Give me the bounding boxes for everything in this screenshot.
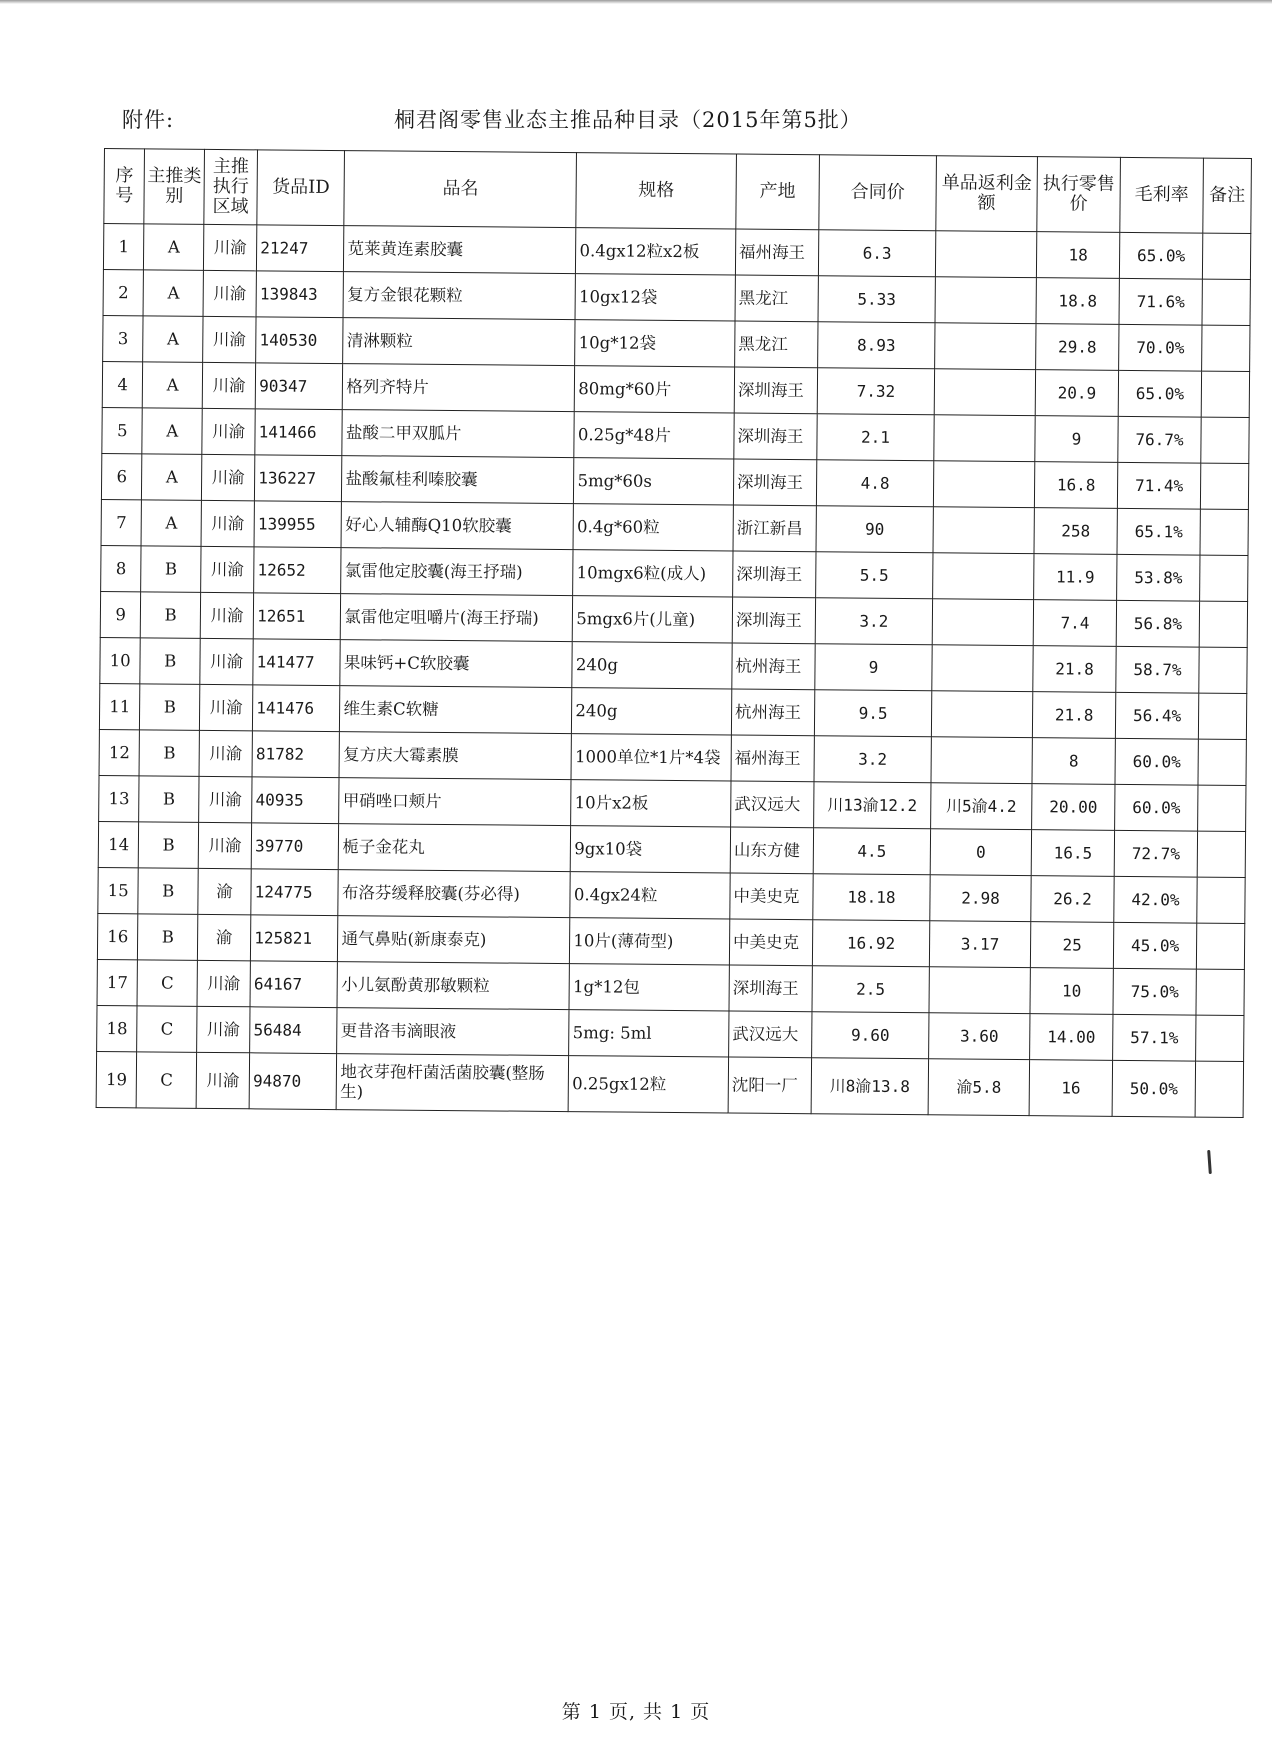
cell-region: 渝 [198, 868, 252, 914]
cell-product-id: 136227 [255, 455, 343, 502]
cell-spec: 240g [572, 642, 732, 689]
cell-remark [1200, 509, 1248, 555]
cell-remark [1201, 371, 1249, 417]
cell-spec: 10mgx6粒(成人) [573, 550, 733, 597]
cell-product-id: 21247 [257, 225, 345, 272]
cell-product-id: 124775 [251, 869, 339, 916]
page-footer: 第 1 页, 共 1 页 [561, 1701, 711, 1723]
cell-retail-price: 20.00 [1032, 784, 1115, 831]
cell-retail-price: 18 [1036, 232, 1119, 279]
cell-seq: 17 [97, 959, 138, 1005]
product-table-wrapper [96, 148, 1252, 1118]
cell-origin: 福州海王 [731, 735, 814, 782]
cell-product-id: 81782 [252, 731, 340, 778]
header-product-id: 货品ID [257, 150, 345, 226]
document-title: 桐君阁零售业态主推品种目录（2015年第5批） [394, 108, 862, 132]
cell-retail-price: 16.5 [1031, 830, 1114, 877]
cell-region: 川渝 [199, 730, 253, 776]
cell-category: A [141, 500, 201, 547]
cell-margin: 45.0% [1113, 922, 1196, 969]
cell-spec: 9gx10袋 [571, 826, 731, 873]
cell-retail-price: 16.8 [1034, 462, 1117, 509]
cell-retail-price: 10 [1030, 968, 1113, 1015]
cell-rebate [933, 507, 1034, 554]
cell-spec: 1000单位*1片*4袋 [571, 734, 731, 781]
cell-seq: 2 [103, 269, 144, 315]
cell-remark [1197, 831, 1245, 877]
cell-remark [1198, 693, 1246, 739]
cell-region: 川渝 [203, 316, 257, 362]
cell-product-id: 64167 [250, 961, 338, 1008]
cell-rebate: 渝5.8 [928, 1059, 1030, 1116]
cell-spec: 80mg*60片 [575, 366, 735, 413]
cell-name: 氯雷他定胶囊(海王抒瑞) [341, 548, 573, 596]
cell-rebate [932, 645, 1033, 692]
cell-product-id: 56484 [250, 1007, 338, 1054]
cell-remark [1200, 555, 1248, 601]
cell-margin: 71.6% [1119, 278, 1202, 325]
cell-margin: 57.1% [1113, 1014, 1196, 1061]
cell-rebate: 3.17 [929, 921, 1030, 968]
cell-spec: 10g*12袋 [575, 320, 735, 367]
cell-origin: 深圳海王 [733, 459, 816, 506]
header-seq: 序号 [104, 149, 145, 224]
cell-remark [1199, 601, 1247, 647]
header-region: 主推执行区域 [204, 149, 258, 224]
cell-origin: 中美史克 [729, 919, 812, 966]
cell-spec: 10gx12袋 [575, 274, 735, 321]
cell-contract-price: 3.2 [815, 598, 932, 645]
cell-name: 通气鼻贴(新康泰克) [338, 916, 570, 964]
header-origin: 产地 [736, 154, 820, 230]
cell-spec: 1g*12包 [569, 964, 729, 1011]
cell-margin: 71.4% [1117, 462, 1200, 509]
cell-seq: 9 [100, 591, 141, 637]
cell-remark [1198, 739, 1246, 785]
cell-rebate [933, 553, 1034, 600]
cell-origin: 黑龙江 [735, 275, 818, 322]
cell-seq: 4 [102, 361, 143, 407]
cell-remark [1196, 969, 1244, 1015]
cell-origin: 深圳海王 [732, 597, 815, 644]
cell-margin: 60.0% [1115, 738, 1198, 785]
cell-category: B [141, 592, 201, 639]
cell-spec: 0.25gx12粒 [568, 1056, 728, 1113]
cell-name: 盐酸二甲双胍片 [342, 410, 574, 458]
cell-remark [1202, 279, 1250, 325]
cell-contract-price: 2.5 [812, 966, 929, 1013]
cell-contract-price: 9.5 [814, 690, 931, 737]
cell-name: 复方金银花颗粒 [343, 272, 575, 320]
cell-region: 川渝 [203, 224, 257, 270]
cell-contract-price: 90 [816, 506, 933, 553]
cell-rebate [931, 691, 1032, 738]
cell-region: 川渝 [196, 1052, 250, 1108]
cell-name: 盐酸氟桂利嗪胶囊 [342, 456, 574, 504]
cell-margin: 53.8% [1117, 554, 1200, 601]
cell-contract-price: 8.93 [818, 322, 935, 369]
cell-name: 地衣芽孢杆菌活菌胶囊(整肠生) [337, 1054, 569, 1112]
cell-margin: 56.8% [1116, 600, 1199, 647]
cell-name: 果味钙+C软胶囊 [340, 640, 572, 688]
attachment-label: 附件: [122, 108, 175, 132]
cell-seq: 1 [103, 224, 144, 270]
cell-rebate: 3.60 [929, 1013, 1030, 1060]
cell-remark [1198, 785, 1246, 831]
cell-rebate [931, 737, 1032, 784]
cell-region: 渝 [197, 914, 251, 960]
cell-remark [1197, 877, 1245, 923]
cell-remark [1196, 923, 1244, 969]
cell-category: B [140, 638, 200, 685]
cell-seq: 5 [102, 407, 143, 453]
pen-mark [1207, 1150, 1212, 1174]
cell-category: B [139, 730, 199, 777]
cell-retail-price: 21.8 [1032, 692, 1115, 739]
cell-product-id: 90347 [255, 363, 343, 410]
cell-spec: 0.25g*48片 [574, 412, 734, 459]
cell-remark [1201, 417, 1249, 463]
cell-origin: 福州海王 [735, 229, 818, 276]
cell-seq: 6 [101, 453, 142, 499]
cell-spec: 0.4g*60粒 [573, 504, 733, 551]
cell-region: 川渝 [201, 546, 255, 592]
cell-remark [1202, 233, 1250, 279]
cell-retail-price: 26.2 [1031, 876, 1114, 923]
header-category: 主推类别 [144, 149, 204, 225]
cell-region: 川渝 [202, 362, 256, 408]
cell-region: 川渝 [197, 960, 251, 1006]
cell-product-id: 139955 [254, 501, 342, 548]
cell-rebate: 0 [930, 829, 1031, 876]
cell-seq: 13 [99, 775, 140, 821]
cell-contract-price: 9 [815, 644, 932, 691]
cell-retail-price: 258 [1034, 508, 1117, 555]
cell-region: 川渝 [201, 454, 255, 500]
cell-name: 苋莱黄连素胶囊 [344, 226, 576, 274]
cell-name: 格列齐特片 [343, 364, 575, 412]
cell-margin: 75.0% [1113, 968, 1196, 1015]
cell-margin: 42.0% [1114, 876, 1197, 923]
cell-retail-price: 7.4 [1033, 600, 1116, 647]
cell-remark [1202, 325, 1250, 371]
header-margin: 毛利率 [1120, 157, 1204, 233]
cell-category: B [139, 776, 199, 823]
cell-origin: 黑龙江 [735, 321, 818, 368]
cell-product-id: 39770 [251, 823, 339, 870]
cell-spec: 5mgx6片(儿童) [573, 596, 733, 643]
cell-retail-price: 21.8 [1033, 646, 1116, 693]
scan-edge [0, 0, 1272, 4]
cell-product-id: 140530 [256, 317, 344, 364]
table-row [96, 1051, 1243, 1117]
cell-product-id: 141477 [253, 639, 341, 686]
cell-product-id: 12651 [253, 593, 341, 640]
cell-margin: 56.4% [1115, 692, 1198, 739]
cell-category: C [137, 960, 197, 1007]
cell-margin: 70.0% [1119, 324, 1202, 371]
cell-seq: 15 [98, 867, 139, 913]
cell-product-id: 139843 [256, 271, 344, 318]
cell-seq: 10 [100, 637, 141, 683]
cell-name: 更昔洛韦滴眼液 [337, 1008, 569, 1056]
cell-remark [1195, 1061, 1243, 1117]
cell-retail-price: 16 [1029, 1060, 1112, 1117]
cell-spec: 10片(薄荷型) [570, 918, 730, 965]
cell-spec: 10片x2板 [571, 780, 731, 827]
cell-contract-price: 3.2 [814, 736, 931, 783]
cell-category: A [143, 270, 203, 317]
cell-origin: 深圳海王 [734, 413, 817, 460]
cell-rebate [929, 967, 1030, 1014]
cell-origin: 中美史克 [730, 873, 813, 920]
cell-retail-price: 14.00 [1030, 1014, 1113, 1061]
cell-seq: 8 [101, 545, 142, 591]
cell-origin: 杭州海王 [731, 689, 814, 736]
cell-retail-price: 9 [1035, 416, 1118, 463]
cell-rebate: 2.98 [930, 875, 1031, 922]
cell-origin: 山东方健 [730, 827, 813, 874]
cell-region: 川渝 [200, 638, 254, 684]
cell-region: 川渝 [197, 1006, 251, 1052]
cell-seq: 11 [99, 683, 140, 729]
cell-category: B [141, 546, 201, 593]
cell-name: 好心人辅酶Q10软胶囊 [341, 502, 573, 550]
cell-product-id: 141466 [255, 409, 343, 456]
cell-contract-price: 7.32 [817, 368, 934, 415]
cell-margin: 65.0% [1119, 232, 1202, 279]
cell-retail-price: 20.9 [1035, 370, 1118, 417]
cell-contract-price: 16.92 [812, 920, 929, 967]
cell-margin: 72.7% [1114, 830, 1197, 877]
header-spec: 规格 [576, 153, 736, 229]
cell-name: 小儿氨酚黄那敏颗粒 [337, 962, 569, 1010]
cell-contract-price: 4.5 [813, 828, 930, 875]
cell-category: B [138, 914, 198, 961]
cell-product-id: 94870 [249, 1053, 337, 1110]
cell-contract-price: 5.5 [816, 552, 933, 599]
cell-name: 复方庆大霉素膜 [339, 732, 571, 780]
cell-rebate [933, 461, 1034, 508]
cell-contract-price: 川8渝13.8 [811, 1058, 929, 1115]
cell-category: B [139, 822, 199, 869]
cell-origin: 沈阳一厂 [728, 1057, 811, 1114]
cell-rebate [932, 599, 1033, 646]
cell-spec: 5mg*60s [574, 458, 734, 505]
cell-category: A [143, 362, 203, 409]
cell-name: 布洛芬缓释胶囊(芬必得) [338, 870, 570, 918]
cell-contract-price: 5.33 [818, 276, 935, 323]
cell-rebate: 川5渝4.2 [931, 783, 1032, 830]
cell-margin: 60.0% [1115, 784, 1198, 831]
cell-contract-price: 6.3 [818, 230, 935, 277]
cell-seq: 14 [98, 821, 139, 867]
cell-seq: 12 [99, 729, 140, 775]
header-contract-price: 合同价 [819, 155, 937, 231]
cell-name: 氯雷他定咀嚼片(海王抒瑞) [341, 594, 573, 642]
cell-region: 川渝 [199, 684, 253, 730]
product-table [96, 148, 1252, 1118]
cell-region: 川渝 [203, 270, 257, 316]
header-row [104, 149, 1252, 234]
cell-retail-price: 18.8 [1036, 278, 1119, 325]
cell-retail-price: 11.9 [1034, 554, 1117, 601]
cell-region: 川渝 [201, 500, 255, 546]
cell-category: C [137, 1052, 197, 1109]
cell-name: 甲硝唑口颊片 [339, 778, 571, 826]
cell-seq: 19 [96, 1051, 137, 1107]
cell-origin: 武汉远大 [729, 1011, 812, 1058]
cell-category: B [140, 684, 200, 731]
cell-remark [1199, 647, 1247, 693]
cell-category: A [142, 454, 202, 501]
cell-retail-price: 25 [1030, 922, 1113, 969]
cell-margin: 50.0% [1112, 1060, 1195, 1117]
cell-region: 川渝 [200, 592, 254, 638]
cell-spec: 0.4gx24粒 [570, 872, 730, 919]
cell-origin: 深圳海王 [734, 367, 817, 414]
cell-origin: 杭州海王 [732, 643, 815, 690]
cell-category: A [143, 316, 203, 363]
cell-contract-price: 18.18 [813, 874, 930, 921]
header-remark: 备注 [1203, 158, 1252, 233]
cell-spec: 0.4gx12粒x2板 [576, 228, 736, 275]
cell-category: A [142, 408, 202, 455]
cell-retail-price: 29.8 [1036, 324, 1119, 371]
cell-product-id: 12652 [254, 547, 342, 594]
table-body [96, 224, 1251, 1118]
cell-seq: 3 [103, 315, 144, 361]
cell-name: 维生素C软糖 [340, 686, 572, 734]
cell-retail-price: 8 [1032, 738, 1115, 785]
cell-spec: 5mg: 5ml [569, 1010, 729, 1057]
cell-remark [1196, 1015, 1244, 1061]
table-header [104, 149, 1252, 234]
header-retail-price: 执行零售价 [1037, 157, 1121, 233]
cell-product-id: 125821 [251, 915, 339, 962]
cell-seq: 16 [97, 913, 138, 959]
cell-origin: 深圳海王 [733, 551, 816, 598]
cell-contract-price: 4.8 [816, 460, 933, 507]
cell-rebate [934, 369, 1035, 416]
cell-rebate [935, 323, 1036, 370]
cell-product-id: 141476 [253, 685, 341, 732]
cell-seq: 7 [101, 499, 142, 545]
cell-seq: 18 [97, 1005, 138, 1051]
cell-rebate [935, 231, 1036, 278]
cell-rebate [935, 277, 1036, 324]
cell-origin: 深圳海王 [729, 965, 812, 1012]
cell-origin: 武汉远大 [731, 781, 814, 828]
cell-product-id: 40935 [252, 777, 340, 824]
cell-region: 川渝 [198, 822, 252, 868]
header-rebate: 单品返利金额 [936, 156, 1038, 232]
cell-spec: 240g [572, 688, 732, 735]
cell-margin: 76.7% [1118, 416, 1201, 463]
cell-margin: 65.0% [1118, 370, 1201, 417]
cell-origin: 浙江新昌 [733, 505, 816, 552]
cell-category: C [137, 1006, 197, 1053]
cell-region: 川渝 [199, 776, 253, 822]
cell-contract-price: 2.1 [817, 414, 934, 461]
cell-contract-price: 9.60 [812, 1012, 929, 1059]
header-name: 品名 [344, 151, 577, 228]
cell-contract-price: 川13渝12.2 [814, 782, 931, 829]
cell-category: A [144, 224, 204, 271]
cell-category: B [138, 868, 198, 915]
cell-name: 栀子金花丸 [339, 824, 571, 872]
cell-region: 川渝 [202, 408, 256, 454]
cell-name: 清淋颗粒 [343, 318, 575, 366]
cell-margin: 65.1% [1117, 508, 1200, 555]
cell-rebate [934, 415, 1035, 462]
cell-margin: 58.7% [1116, 646, 1199, 693]
cell-remark [1200, 463, 1248, 509]
